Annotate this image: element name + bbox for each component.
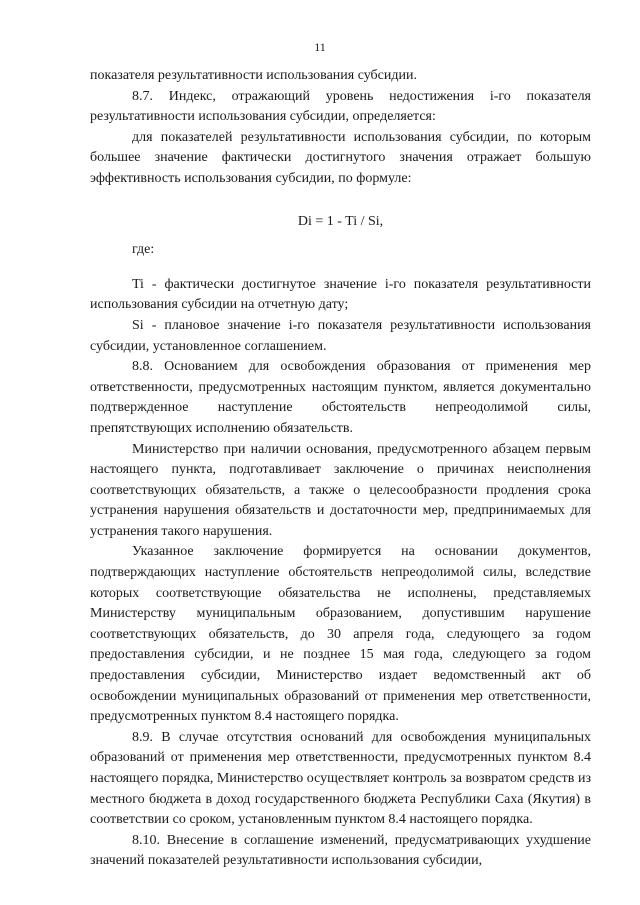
paragraph-8-10: 8.10. Внесение в соглашение изменений, предусматривающих ухудшение значений показателей результативности использования субсидии,: [90, 832, 591, 869]
paragraph-formula-condition: для показателей результативности использования субсидии, по которым большее значение фактически достигнутого значения отражает большую эффективность использования субсидии, по формуле:: [90, 129, 591, 186]
paragraph-continuation: показателя результативности использования субсидии.: [90, 68, 417, 83]
formula: Di = 1 - Ti / Si,: [297, 213, 384, 229]
formula-where-label: где:: [132, 242, 155, 258]
paragraph-8-9: 8.9. В случае отсутствия оснований для освобождения муниципальных образований от применения мер ответственности, предусмотренных пунктом 8.4 настоящего порядка, Министерство осуществляет контроль за возвратом средств из местного бюджета в доход государственного бюджета Республики Саха (Якутия) в соответствии со сроком, установленным пунктом 8.4 настоящего порядка.: [90, 729, 591, 828]
paragraph-conclusion-basis: Указанное заключение формируется на основании документов, подтверждающих наступление обстоятельств непреодолимой силы, вследствие которых соответствующие обязательства не исполнены, представляемых Министерству муниципальным образованием, допустившим нарушение соответствующих обязательств, до 30 апреля года, следующего за годом предоставления субсидии, и не позднее 15 мая года, следующего за годом предоставления субсидии, Министерство издает ведомственный акт об освобождении муниципальных образований от применения мер ответственности, предусмотренных пунктом 8.4 настоящего порядка.: [90, 544, 591, 725]
definition-si: Si - плановое значение i-го показателя результативности использования субсидии, установленное соглашением.: [90, 317, 591, 354]
paragraph-8-7: 8.7. Индекс, отражающий уровень недостижения i-го показателя результативности использования субсидии, определяется:: [90, 88, 591, 125]
page-number: 11: [314, 40, 326, 54]
paragraph-8-8: 8.8. Основанием для освобождения образования от применения мер ответственности, предусмотренных настоящим пунктом, является документально подтвержденное наступление обстоятельств непреодолимой силы, препятствующих исполнению обязательств.: [90, 359, 591, 436]
document-body: [90, 66, 591, 872]
paragraph-ministry-conclusion: Министерство при наличии основания, предусмотренного абзацем первым настоящего пункта, подготавливает заключение о причинах неисполнения соответствующих обязательств, а также о целесообразности продления срока устранения нарушения обязательств и достаточности мер, предпринимаемых для устранения такого нарушения.: [90, 441, 591, 539]
definition-ti: Ti - фактически достигнутое значение i-го показателя результативности использования субсидии на отчетную дату;: [90, 276, 591, 313]
